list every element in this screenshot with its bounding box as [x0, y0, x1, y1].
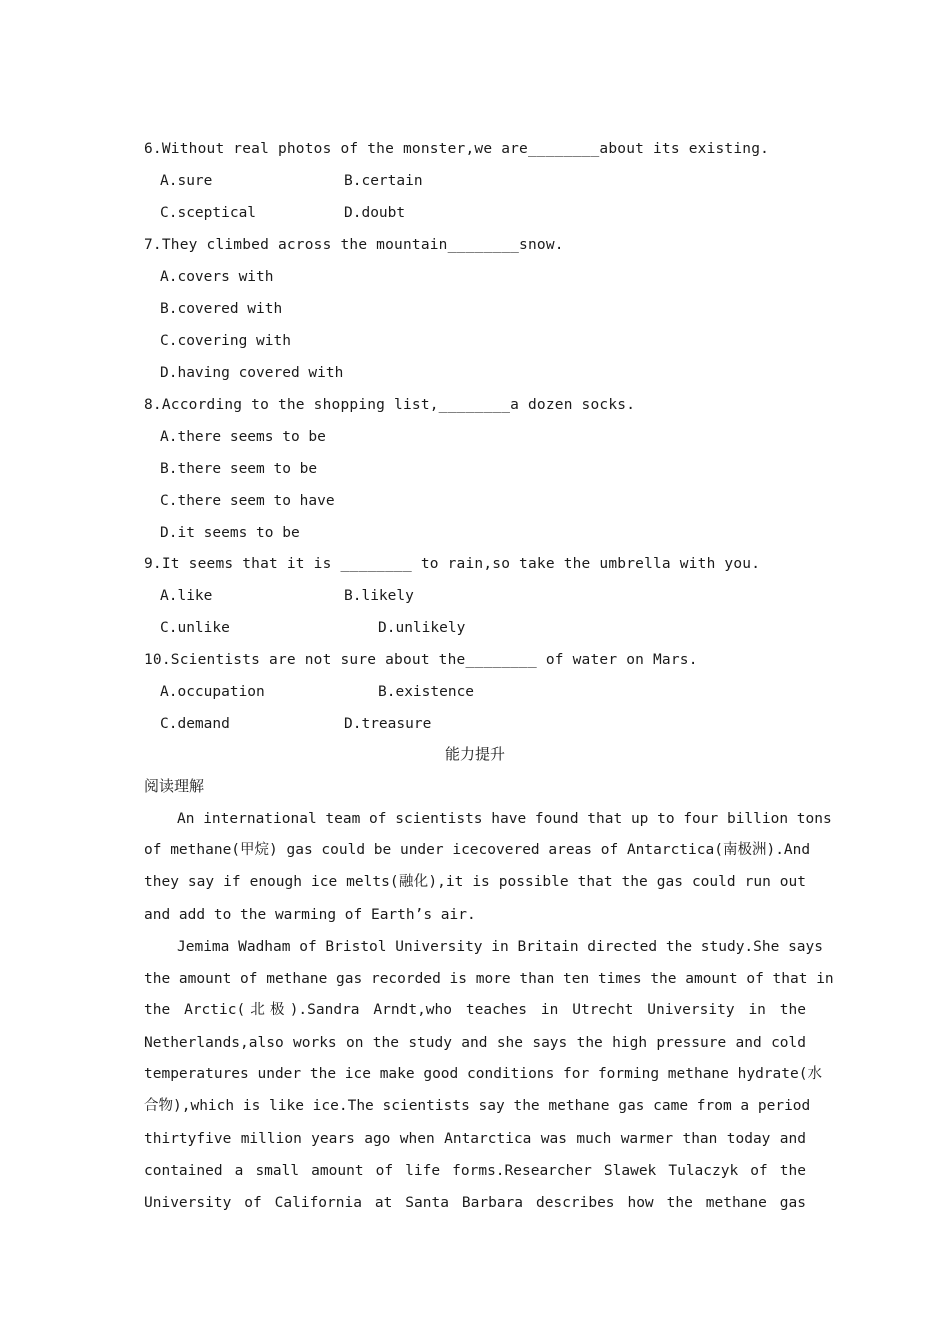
question-8-option-d: D.it seems to be	[160, 525, 300, 541]
passage-p2-line-2: the amount of methane gas recorded is more than ten times the amount of that in	[144, 971, 834, 987]
question-10-option-a: A.occupation	[160, 684, 265, 700]
question-9-option-b: B.likely	[344, 588, 414, 604]
reading-label: 阅读理解	[144, 777, 205, 795]
question-6-stem: 6.Without real photos of the monster,we are________about its existing.	[144, 141, 770, 157]
question-7-option-a: A.covers with	[160, 269, 274, 285]
question-6-option-a: A.sure	[160, 173, 213, 189]
passage-p2-line-5: temperatures under the ice make good conditions for forming methane hydrate(水	[144, 1066, 822, 1082]
question-8-option-c: C.there seem to have	[160, 493, 335, 509]
passage-p1-line-4: and add to the warming of Earth’s air.	[144, 907, 476, 923]
question-6-option-b: B.certain	[344, 173, 423, 189]
question-9-option-a: A.like	[160, 588, 213, 604]
passage-p2-line-7: thirtyfive million years ago when Antarctica was much warmer than today and	[144, 1131, 806, 1147]
passage-p2-line-9: University of California at Santa Barbara describes how the methane gas	[144, 1195, 806, 1211]
passage-p2-line-6: 合物),which is like ice.The scientists say the methane gas came from a period	[144, 1098, 811, 1114]
question-7-stem: 7.They climbed across the mountain________snow.	[144, 237, 564, 253]
question-6-option-d: D.doubt	[344, 205, 406, 221]
passage-p2-line-1: Jemima Wadham of Bristol University in Britain directed the study.She says	[177, 939, 824, 955]
passage-p1-line-1: An international team of scientists have found that up to four billion tons	[177, 811, 832, 827]
question-7-option-d: D.having covered with	[160, 365, 344, 381]
question-10-option-b: B.existence	[378, 684, 475, 700]
passage-p2-line-8: contained a small amount of life forms.Researcher Slawek Tulaczyk of the	[144, 1163, 806, 1179]
passage-p2-line-3: the Arctic(北极).Sandra Arndt,who teaches in Utrecht University in the	[144, 1002, 806, 1018]
question-9-option-d: D.unlikely	[378, 620, 466, 636]
section-title: 能力提升	[444, 745, 505, 763]
question-8-option-b: B.there seem to be	[160, 461, 318, 477]
question-9-stem: 9.It seems that it is ________ to rain,so take the umbrella with you.	[144, 556, 761, 572]
question-7-option-b: B.covered with	[160, 301, 283, 317]
passage-p1-line-3: they say if enough ice melts(融化),it is possible that the gas could run out	[144, 874, 806, 890]
question-10-stem: 10.Scientists are not sure about the________ of water on Mars.	[144, 652, 698, 668]
question-7-option-c: C.covering with	[160, 333, 291, 349]
question-10-option-c: C.demand	[160, 716, 230, 732]
question-8-option-a: A.there seems to be	[160, 429, 326, 445]
question-9-option-c: C.unlike	[160, 620, 230, 636]
passage-p1-line-2: of methane(甲烷) gas could be under icecovered areas of Antarctica(南极洲).And	[144, 842, 811, 858]
passage-p2-line-4: Netherlands,also works on the study and she says the high pressure and cold	[144, 1035, 806, 1051]
question-8-stem: 8.According to the shopping list,________a dozen socks.	[144, 397, 636, 413]
question-10-option-d: D.treasure	[344, 716, 432, 732]
question-6-option-c: C.sceptical	[160, 205, 257, 221]
